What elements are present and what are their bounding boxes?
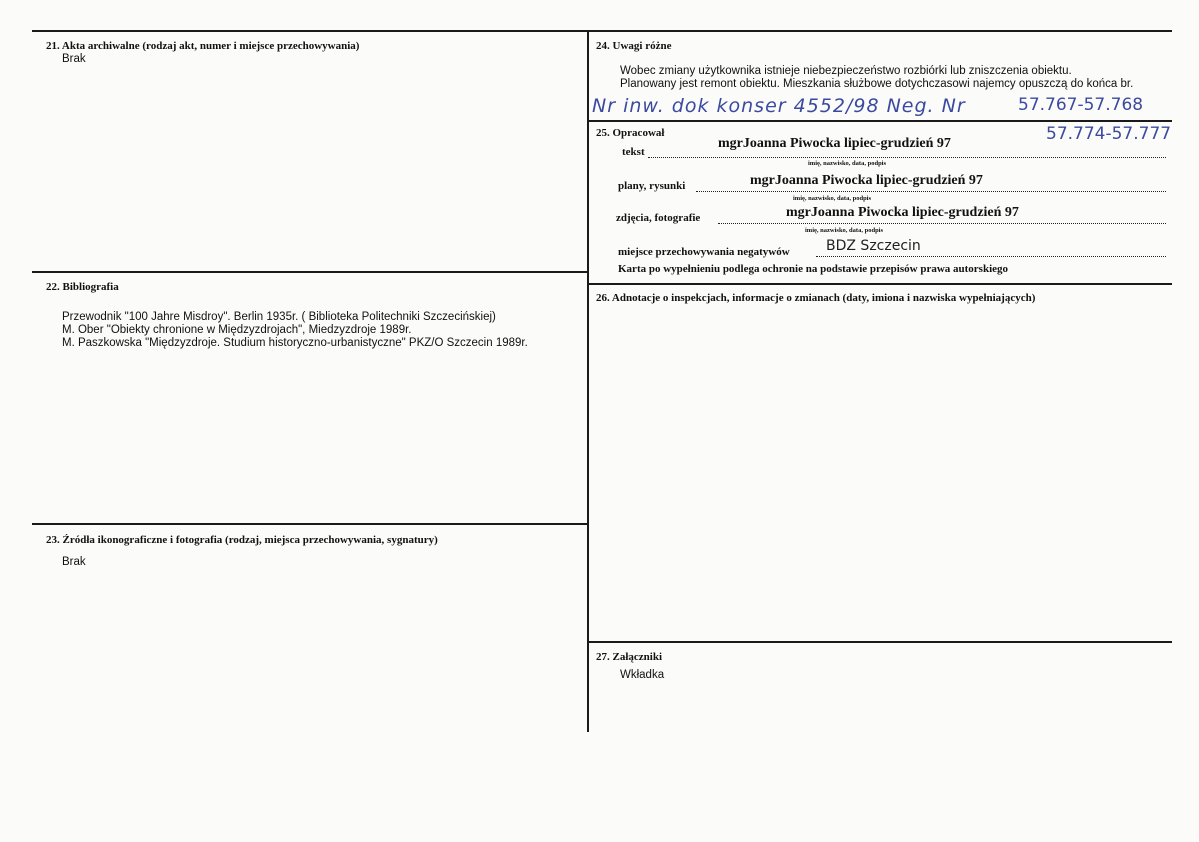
- plany-label: plany, rysunki: [618, 180, 686, 192]
- copyright-note: Karta po wypełnieniu podlega ochronie na podstawie przepisów prawa autorskiego: [618, 263, 1009, 275]
- tekst-hint: imię, nazwisko, data, podpis: [808, 160, 887, 167]
- divider-26-27: [588, 641, 1172, 643]
- divider-22-23: [32, 523, 588, 525]
- section-24-title: 24. Uwagi różne: [596, 40, 672, 52]
- miejsce-dotted-line: [816, 256, 1166, 257]
- section-26-title: 26. Adnotacje o inspekcjach, informacje o zmianach (daty, imiona i nazwiska wypełniających): [596, 292, 1036, 304]
- divider-25-26: [588, 283, 1172, 285]
- tekst-value: mgrJoanna Piwocka lipiec-grudzień 97: [718, 136, 951, 151]
- section-23-value: Brak: [62, 556, 86, 568]
- bibliography-item: M. Paszkowska "Międzyzdroje. Studium historyczno-urbanistyczne" PKZ/O Szczecin 1989r.: [62, 337, 528, 349]
- section-25-title: 25. Opracował: [596, 127, 665, 139]
- divider-24-25: [588, 120, 1172, 122]
- handwritten-note: Nr inw. dok konser 4552/98 Neg. Nr: [592, 95, 966, 117]
- section-22-title: 22. Bibliografia: [46, 281, 119, 293]
- section-23-title: 23. Źródła ikonograficzne i fotografia (rodzaj, miejsca przechowywania, sygnatury): [46, 534, 438, 546]
- zdjecia-dotted-line: [718, 223, 1166, 224]
- handwritten-negative-numbers: 57.767-57.768: [1018, 95, 1144, 115]
- section-27-value: Wkładka: [620, 669, 665, 681]
- divider-21-22: [32, 271, 588, 273]
- bibliography-item: M. Ober "Obiekty chronione w Międzyzdrojach", Miedzyzdroje 1989r.: [62, 324, 412, 336]
- zdjecia-hint: imię, nazwisko, data, podpis: [805, 227, 884, 234]
- bibliography-item: Przewodnik "100 Jahre Misdroy". Berlin 1935r. ( Biblioteka Politechniki Szczecińskiej): [62, 311, 496, 323]
- section-21-title: 21. Akta archiwalne (rodzaj akt, numer i miejsce przechowywania): [46, 40, 360, 52]
- plany-value: mgrJoanna Piwocka lipiec-grudzień 97: [750, 173, 983, 188]
- plany-hint: imię, nazwisko, data, podpis: [793, 195, 872, 202]
- remarks-line: Planowany jest remont obiektu. Mieszkania służbowe dotychczasowi najemcy opuszczą do końca br.: [620, 78, 1134, 90]
- miejsce-label: miejsce przechowywania negatywów: [618, 246, 790, 258]
- miejsce-value: BDZ Szczecin: [826, 238, 921, 254]
- remarks-line: Wobec zmiany użytkownika istnieje niebezpieczeństwo rozbiórki lub zniszczenia obiektu.: [620, 65, 1072, 77]
- section-27-title: 27. Załączniki: [596, 651, 663, 663]
- zdjecia-value: mgrJoanna Piwocka lipiec-grudzień 97: [786, 205, 1019, 220]
- tekst-label: tekst: [622, 146, 645, 158]
- zdjecia-label: zdjęcia, fotografie: [616, 212, 701, 224]
- tekst-dotted-line: [648, 157, 1166, 158]
- column-divider: [587, 30, 589, 732]
- handwritten-negative-numbers: 57.774-57.777: [1046, 124, 1172, 144]
- plany-dotted-line: [696, 191, 1166, 192]
- top-border: [32, 30, 1172, 32]
- section-21-value: Brak: [62, 53, 86, 65]
